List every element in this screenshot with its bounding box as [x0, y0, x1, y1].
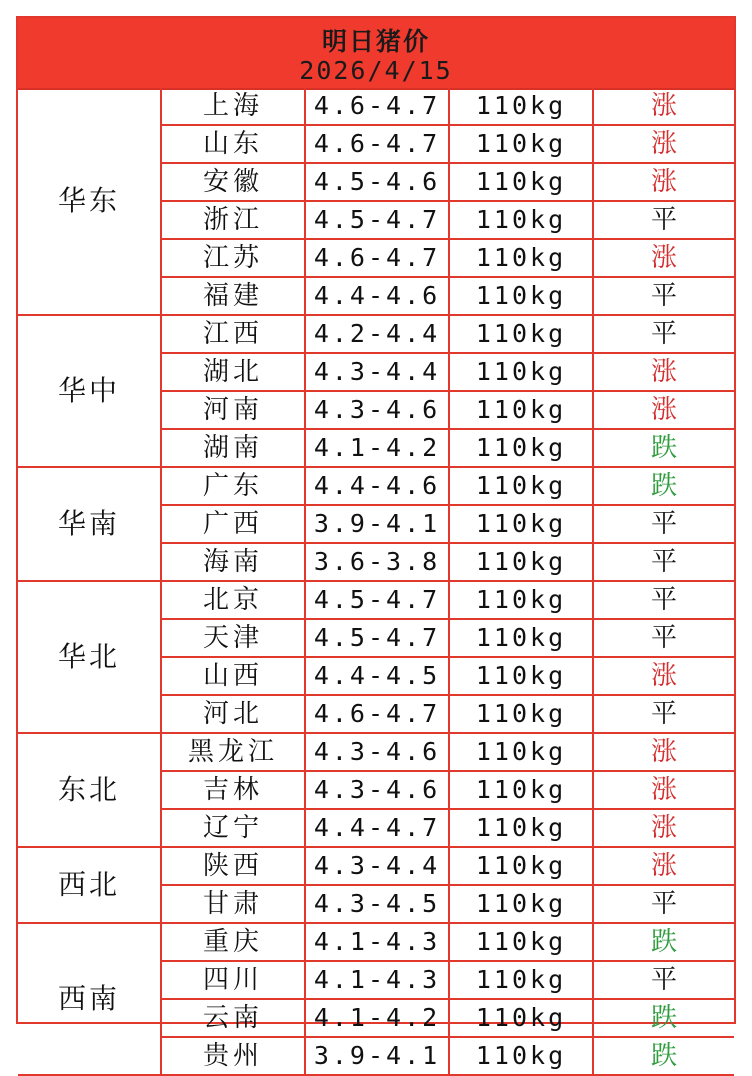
trend-cell: 平: [593, 315, 734, 353]
province-cell: 北京: [161, 581, 305, 619]
price-cell: 4.1-4.3: [305, 961, 449, 999]
province-cell: 海南: [161, 543, 305, 581]
price-cell: 4.5-4.7: [305, 619, 449, 657]
price-cell: 4.6-4.7: [305, 239, 449, 277]
province-cell: 福建: [161, 277, 305, 315]
trend-cell: 平: [593, 581, 734, 619]
trend-cell: 平: [593, 695, 734, 733]
province-cell: 陕西: [161, 847, 305, 885]
price-cell: 4.3-4.4: [305, 847, 449, 885]
province-cell: 黑龙江: [161, 733, 305, 771]
weight-cell: 110kg: [449, 239, 593, 277]
price-cell: 4.1-4.3: [305, 923, 449, 961]
weight-cell: 110kg: [449, 581, 593, 619]
weight-cell: 110kg: [449, 88, 593, 125]
province-cell: 辽宁: [161, 809, 305, 847]
trend-cell: 平: [593, 505, 734, 543]
province-cell: 浙江: [161, 201, 305, 239]
trend-cell: 涨: [593, 771, 734, 809]
price-cell: 3.6-3.8: [305, 543, 449, 581]
trend-cell: 涨: [593, 391, 734, 429]
province-cell: 重庆: [161, 923, 305, 961]
weight-cell: 110kg: [449, 847, 593, 885]
trend-cell: 涨: [593, 239, 734, 277]
weight-cell: 110kg: [449, 201, 593, 239]
trend-cell: 跌: [593, 467, 734, 505]
weight-cell: 110kg: [449, 429, 593, 467]
province-cell: 吉林: [161, 771, 305, 809]
table-row: [18, 733, 734, 771]
province-cell: 安徽: [161, 163, 305, 201]
weight-cell: 110kg: [449, 163, 593, 201]
weight-cell: 110kg: [449, 619, 593, 657]
weight-cell: 110kg: [449, 809, 593, 847]
page-title: 明日猪价: [321, 27, 430, 56]
table-row: [18, 467, 734, 505]
price-cell: 3.9-4.1: [305, 1037, 449, 1075]
table-row: [18, 847, 734, 885]
region-cell: 东北: [18, 733, 161, 847]
region-cell: 华东: [18, 88, 161, 315]
weight-cell: 110kg: [449, 391, 593, 429]
province-cell: 贵州: [161, 1037, 305, 1075]
weight-cell: 110kg: [449, 771, 593, 809]
trend-cell: 跌: [593, 429, 734, 467]
price-cell: 4.3-4.6: [305, 771, 449, 809]
province-cell: 湖北: [161, 353, 305, 391]
weight-cell: 110kg: [449, 467, 593, 505]
weight-cell: 110kg: [449, 923, 593, 961]
weight-cell: 110kg: [449, 505, 593, 543]
trend-cell: 平: [593, 961, 734, 999]
price-cell: 4.3-4.6: [305, 733, 449, 771]
header-date: 2026/4/15: [299, 56, 453, 85]
table-row: [18, 923, 734, 961]
trend-cell: 涨: [593, 88, 734, 125]
province-cell: 山西: [161, 657, 305, 695]
weight-cell: 110kg: [449, 543, 593, 581]
price-table-body: [18, 88, 734, 1075]
trend-cell: 涨: [593, 847, 734, 885]
price-cell: 3.9-4.1: [305, 505, 449, 543]
table-row: [18, 88, 734, 125]
trend-cell: 平: [593, 277, 734, 315]
weight-cell: 110kg: [449, 695, 593, 733]
weight-cell: 110kg: [449, 315, 593, 353]
trend-cell: 涨: [593, 125, 734, 163]
price-cell: 4.6-4.7: [305, 125, 449, 163]
price-cell: 4.3-4.5: [305, 885, 449, 923]
trend-cell: 平: [593, 885, 734, 923]
region-cell: 华南: [18, 467, 161, 581]
province-cell: 广西: [161, 505, 305, 543]
price-sheet: [16, 16, 736, 1071]
table-header: [18, 18, 734, 90]
price-cell: 4.1-4.2: [305, 429, 449, 467]
trend-cell: 跌: [593, 923, 734, 961]
price-cell: 4.2-4.4: [305, 315, 449, 353]
trend-cell: 涨: [593, 353, 734, 391]
province-cell: 河南: [161, 391, 305, 429]
province-cell: 上海: [161, 88, 305, 125]
price-cell: 4.4-4.6: [305, 467, 449, 505]
region-cell: 西北: [18, 847, 161, 923]
province-cell: 广东: [161, 467, 305, 505]
weight-cell: 110kg: [449, 125, 593, 163]
province-cell: 河北: [161, 695, 305, 733]
price-table: [18, 88, 734, 1076]
trend-cell: 涨: [593, 163, 734, 201]
trend-cell: 平: [593, 543, 734, 581]
province-cell: 四川: [161, 961, 305, 999]
trend-cell: 涨: [593, 733, 734, 771]
weight-cell: 110kg: [449, 277, 593, 315]
price-cell: 4.4-4.7: [305, 809, 449, 847]
region-cell: 西南: [18, 923, 161, 1075]
weight-cell: 110kg: [449, 353, 593, 391]
weight-cell: 110kg: [449, 733, 593, 771]
province-cell: 山东: [161, 125, 305, 163]
region-cell: 华中: [18, 315, 161, 467]
weight-cell: 110kg: [449, 885, 593, 923]
region-cell: 华北: [18, 581, 161, 733]
trend-cell: 平: [593, 619, 734, 657]
province-cell: 江西: [161, 315, 305, 353]
trend-cell: 平: [593, 201, 734, 239]
trend-cell: 涨: [593, 809, 734, 847]
province-cell: 甘肃: [161, 885, 305, 923]
price-cell: 4.1-4.2: [305, 999, 449, 1037]
price-cell: 4.5-4.6: [305, 163, 449, 201]
province-cell: 云南: [161, 999, 305, 1037]
price-cell: 4.5-4.7: [305, 201, 449, 239]
weight-cell: 110kg: [449, 657, 593, 695]
price-cell: 4.5-4.7: [305, 581, 449, 619]
trend-cell: 跌: [593, 999, 734, 1037]
province-cell: 湖南: [161, 429, 305, 467]
price-cell: 4.6-4.7: [305, 695, 449, 733]
price-cell: 4.6-4.7: [305, 88, 449, 125]
price-cell: 4.3-4.4: [305, 353, 449, 391]
weight-cell: 110kg: [449, 1037, 593, 1075]
table-row: [18, 315, 734, 353]
weight-cell: 110kg: [449, 999, 593, 1037]
price-cell: 4.3-4.6: [305, 391, 449, 429]
trend-cell: 涨: [593, 657, 734, 695]
weight-cell: 110kg: [449, 961, 593, 999]
province-cell: 江苏: [161, 239, 305, 277]
province-cell: 天津: [161, 619, 305, 657]
price-cell: 4.4-4.5: [305, 657, 449, 695]
table-row: [18, 581, 734, 619]
trend-cell: 跌: [593, 1037, 734, 1075]
price-cell: 4.4-4.6: [305, 277, 449, 315]
